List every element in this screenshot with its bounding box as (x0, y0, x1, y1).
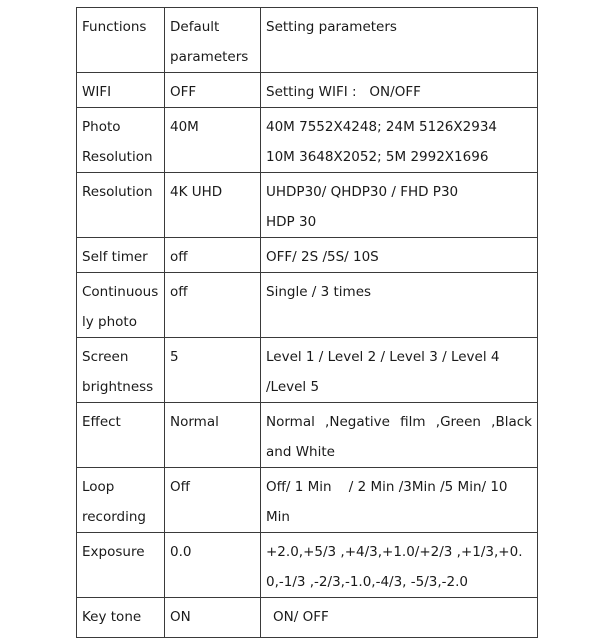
function-cell: Effect (77, 403, 165, 468)
function-cell: WIFI (77, 73, 165, 108)
table-row-screen-brightness (77, 338, 538, 403)
table-row-photo-resolution (77, 108, 538, 173)
setting-cell: Single / 3 times (261, 273, 538, 338)
setting-cell (261, 108, 538, 173)
function-cell: Photo Resolution (77, 108, 165, 173)
setting-cell: Off/ 1 Min / 2 Min /3Min /5 Min/ 10 Min (261, 468, 538, 533)
table-row-resolution (77, 173, 538, 238)
default-cell: off (165, 273, 261, 338)
table-header-row (77, 8, 538, 73)
setting-line: UHDP30/ QHDP30 / FHD P30 (266, 184, 459, 200)
setting-line: 10M 3648X2052; 5M 2992X1696 (266, 149, 489, 165)
header-setting-parameters: Setting parameters (261, 8, 538, 73)
default-cell: ON (165, 598, 261, 638)
function-cell: Exposure (77, 533, 165, 598)
default-cell: Off (165, 468, 261, 533)
function-cell: Loop recording (77, 468, 165, 533)
header-functions: Functions (77, 8, 165, 73)
default-cell: 4K UHD (165, 173, 261, 238)
default-cell: OFF (165, 73, 261, 108)
table-row-loop-recording (77, 468, 538, 533)
function-cell: Screen brightness (77, 338, 165, 403)
setting-cell: Setting WIFI : ON/OFF (261, 73, 538, 108)
header-default-parameters: Default parameters (165, 8, 261, 73)
table-row-self-timer (77, 238, 538, 273)
setting-cell: Normal ,Negative film ,Green ,Black and White (261, 403, 538, 468)
default-cell: 5 (165, 338, 261, 403)
table-row-exposure (77, 533, 538, 598)
setting-cell: ON/ OFF (261, 598, 538, 638)
setting-line: 40M 7552X4248; 24M 5126X2934 (266, 119, 497, 135)
table-row-continuously-photo (77, 273, 538, 338)
function-cell: Key tone (77, 598, 165, 638)
table-row-key-tone (77, 598, 538, 638)
function-cell: Continuously photo (77, 273, 165, 338)
default-cell: Normal (165, 403, 261, 468)
default-cell: 40M (165, 108, 261, 173)
camera-settings-table (76, 7, 538, 638)
function-cell: Resolution (77, 173, 165, 238)
table-row-wifi (77, 73, 538, 108)
default-cell: off (165, 238, 261, 273)
table-row-effect (77, 403, 538, 468)
function-cell: Self timer (77, 238, 165, 273)
setting-cell: +2.0,+5/3 ,+4/3,+1.0/+2/3 ,+1/3,+0.0,-1/3 ,-2/3,-1.0,-4/3, -5/3,-2.0 (261, 533, 538, 598)
setting-cell (261, 173, 538, 238)
default-cell: 0.0 (165, 533, 261, 598)
cropped-header-text (150, 0, 570, 5)
setting-cell: Level 1 / Level 2 / Level 3 / Level 4 /Level 5 (261, 338, 538, 403)
setting-line: HDP 30 (266, 214, 317, 230)
setting-cell: OFF/ 2S /5S/ 10S (261, 238, 538, 273)
